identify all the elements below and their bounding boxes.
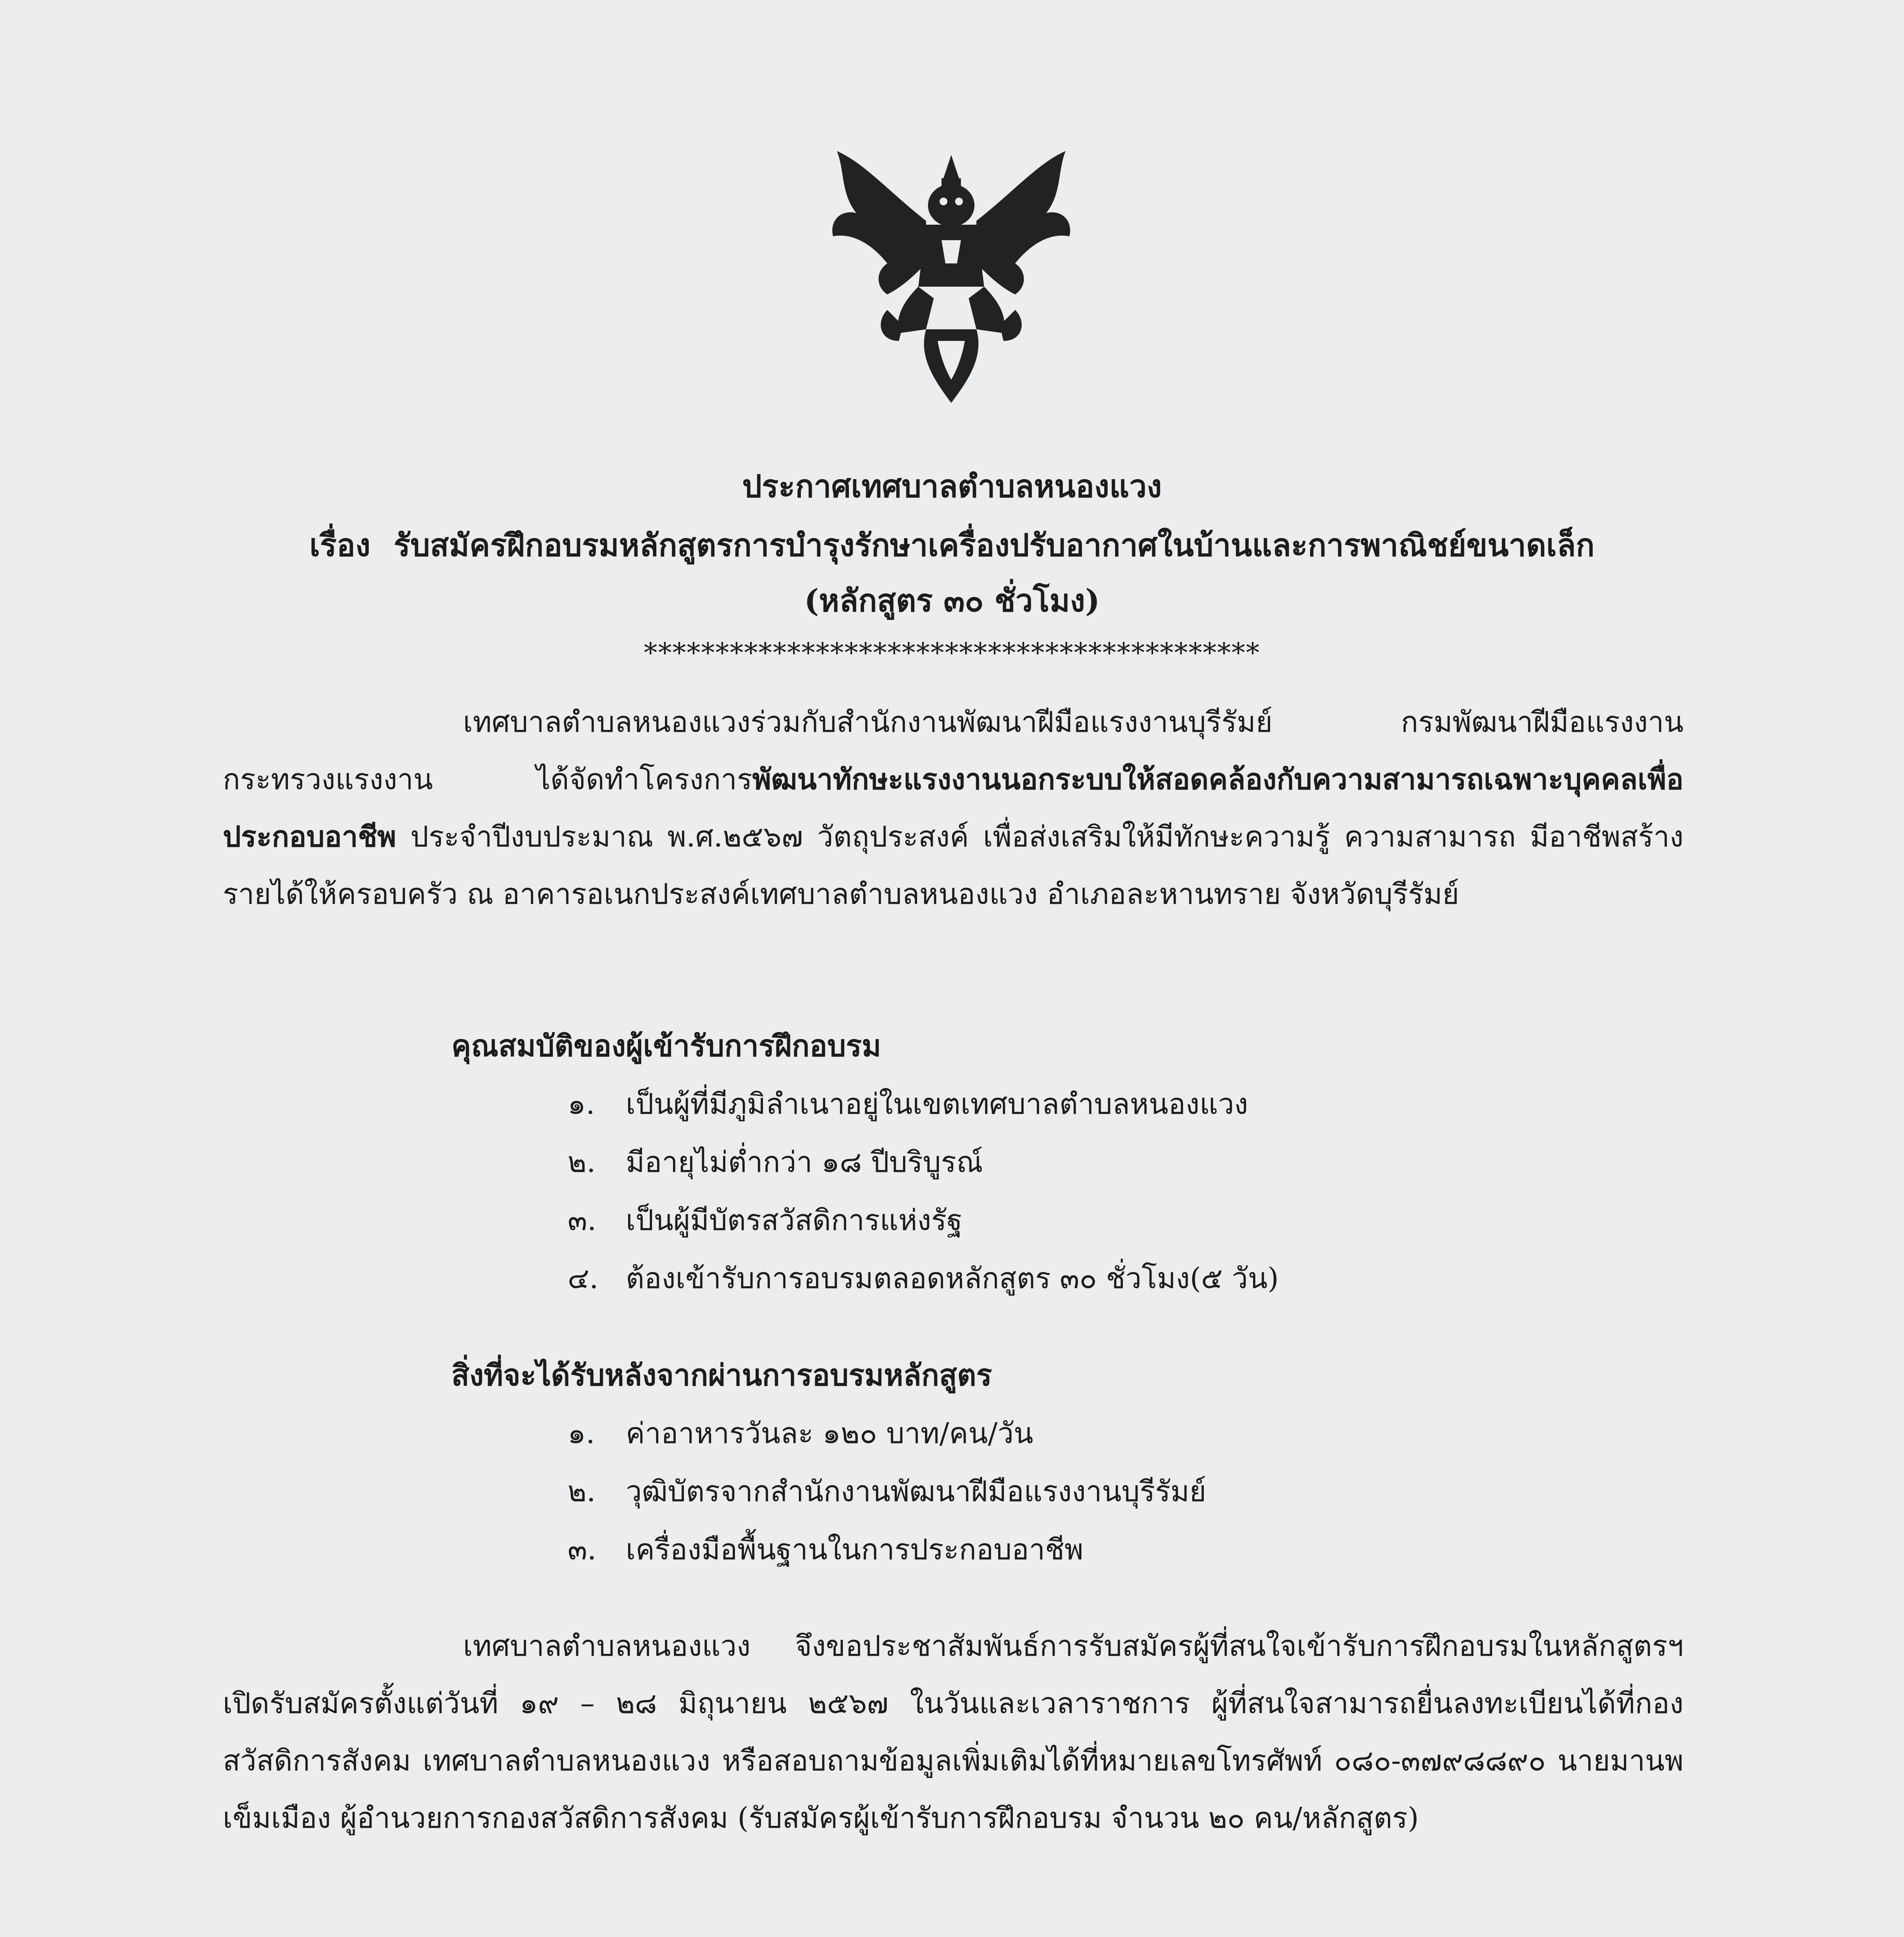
item-number: ๒. [568, 1475, 596, 1508]
subject-label: เรื่อง [309, 527, 370, 563]
announcement-subject [0, 527, 1904, 563]
benefits-heading: สิ่งที่จะได้รับหลังจากผ่านการอบรมหลักสูตร [451, 1358, 992, 1392]
garuda-emblem-icon [810, 147, 1093, 407]
item-text: ค่าอาหารวันละ ๑๒๐ บาท/คน/วัน [626, 1417, 1033, 1450]
project-name: พัฒนาทักษะแรงงานนอกระบบให้สอดคล้องกับความสามารถเฉพาะบุคคลเพื่อประกอบอาชีพ [223, 763, 1684, 853]
intro-paragraph [223, 693, 1684, 923]
announcement-title: ประกาศเทศบาลตำบลหนองแวง [742, 468, 1162, 504]
registration-paragraph: เทศบาลตำบลหนองแวง จึงขอประชาสัมพันธ์การรับสมัครผู้ที่สนใจเข้ารับการฝึกอบรมในหลักสูตรฯ เปิดรับสมัครตั้งแต่วันที่ ๑๙ – ๒๘ มิถุนายน ๒๕๖๗ ในวันและเวลาราชการ ผู้ที่สนใจสามารถยื่นลงทะเบียนได้ที่กองสวัสดิการสังคม เทศบาลตำบลหนองแวง หรือสอบถามข้อมูลเพิ่มเติมได้ที่หมายเลขโทรศัพท์ ๐๘๐-๓๗๙๘๘๙๐ นายมานพ เข็มเมือง ผู้อำนวยการกองสวัสดิการสังคม (รับสมัครผู้เข้ารับการฝึกอบรม จำนวน ๒๐ คน/หลักสูตร) [223, 1629, 1684, 1835]
qualification-item [568, 1081, 1248, 1127]
item-number: ๑. [568, 1087, 595, 1121]
item-text: มีอายุไม่ต่ำกว่า ๑๘ ปีบริบูรณ์ [626, 1146, 983, 1179]
benefit-item [568, 1526, 1083, 1572]
benefit-item [568, 1468, 1206, 1514]
qualification-item [568, 1139, 983, 1185]
item-text: เครื่องมือพื้นฐานในการประกอบอาชีพ [626, 1533, 1084, 1566]
item-text: เป็นผู้ที่มีภูมิลำเนาอยู่ในเขตเทศบาลตำบลหนองแวง [626, 1087, 1248, 1121]
item-number: ๑. [568, 1417, 595, 1450]
item-number: ๒. [568, 1146, 596, 1179]
item-number: ๔. [568, 1262, 599, 1295]
qualification-item [568, 1197, 962, 1243]
qualification-item [568, 1255, 1279, 1301]
item-text: ต้องเข้ารับการอบรมตลอดหลักสูตร ๓๐ ชั่วโมง(๕ วัน) [626, 1262, 1279, 1295]
subject-text: รับสมัครฝึกอบรมหลักสูตรการบำรุงรักษาเครื่องปรับอากาศในบ้านและการพาณิชย์ขนาดเล็ก [394, 527, 1595, 563]
intro-text-part2: ประจำปีงบประมาณ พ.ศ.๒๕๖๗ วัตถุประสงค์ เพื่อส่งเสริมให้มีทักษะความรู้ ความสามารถ มีอาชีพสร้างรายได้ให้ครอบครัว ณ อาคารอเนกประสงค์เทศบาลตำบลหนองแวง อำเภอละหานทราย จังหวัดบุรีรัมย์ [223, 820, 1684, 911]
asterisk-divider: ******************************************* [644, 637, 1260, 669]
benefit-item [568, 1410, 1033, 1456]
item-text: วุฒิบัตรจากสำนักงานพัฒนาฝีมือแรงงานบุรีรัมย์ [626, 1475, 1207, 1508]
intro-text-part1: เทศบาลตำบลหนองแวงร่วมกับสำนักงานพัฒนาฝีมือแรงงานบุรีรัมย์ กรมพัฒนาฝีมือแรงงาน กระทรวงแรงงาน ได้จัดทำโครงการ [223, 705, 1684, 796]
qualifications-heading: คุณสมบัติของผู้เข้ารับการฝึกอบรม [451, 1029, 881, 1063]
item-number: ๓. [568, 1204, 597, 1237]
item-text: เป็นผู้มีบัตรสวัสดิการแห่งรัฐ [626, 1204, 962, 1237]
course-hours: (หลักสูตร ๓๐ ชั่วโมง) [804, 582, 1100, 619]
item-number: ๓. [568, 1533, 597, 1566]
